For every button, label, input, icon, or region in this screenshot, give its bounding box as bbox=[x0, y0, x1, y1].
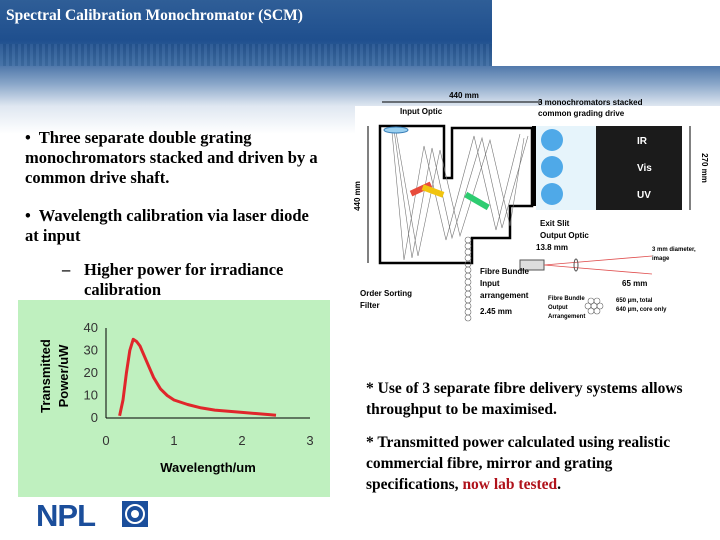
housing-divider bbox=[532, 126, 536, 206]
input-optic-label: Input Optic bbox=[400, 107, 443, 116]
beam-note-1: 3 mm diameter, bbox=[652, 247, 696, 253]
sub-bullet-text: Higher power for irradiance calibration bbox=[84, 260, 284, 299]
y-tick-label: 20 bbox=[83, 365, 98, 380]
vis-lamp-icon bbox=[541, 156, 563, 178]
dim-13-8-label: 13.8 mm bbox=[536, 243, 569, 252]
x-tick-label: 2 bbox=[238, 433, 246, 448]
note-transmitted-power bbox=[366, 432, 696, 495]
note2-text: * Transmitted power calculated using realistic commercial fibre, mirror and grating specifications, bbox=[366, 434, 671, 493]
crest-center bbox=[131, 510, 139, 518]
fibre-bundle-label: Fibre Bundle bbox=[480, 267, 529, 276]
uv-label: UV bbox=[637, 190, 651, 201]
uv-lamp-icon bbox=[541, 183, 563, 205]
ir-label: IR bbox=[637, 136, 647, 147]
output-beam bbox=[520, 256, 652, 274]
bullet-text: Wavelength calibration via laser diode at input bbox=[25, 206, 309, 245]
y-tick-label: 10 bbox=[83, 387, 98, 403]
logo-text: NPL bbox=[36, 498, 95, 531]
sub-bullet-marker: – bbox=[62, 260, 71, 279]
x-axis-label: Wavelength/um bbox=[160, 460, 256, 475]
dim-2-45-label: 2.45 mm bbox=[480, 307, 513, 316]
y-tick-label: 30 bbox=[83, 342, 98, 358]
bullet-monochromators bbox=[25, 128, 325, 188]
sub-bullet-higher-power bbox=[62, 260, 332, 300]
stack-note-1: 3 monochromators stacked bbox=[538, 98, 643, 107]
spec-label-1: 650 µm, total bbox=[616, 298, 653, 304]
dim-top-label: 440 mm bbox=[449, 91, 479, 100]
ir-lamp-icon bbox=[541, 129, 563, 151]
y-tick-label: 0 bbox=[90, 410, 98, 425]
y-axis-label-line1: Transmitted bbox=[38, 339, 53, 413]
note2-end: . bbox=[557, 476, 562, 493]
input-label: Input bbox=[480, 279, 500, 288]
x-tick-label: 1 bbox=[170, 433, 178, 448]
fbo-label-1: Fibre Bundle bbox=[548, 296, 585, 302]
output-optic-label: Output Optic bbox=[540, 231, 589, 240]
bullet-marker: • bbox=[25, 206, 31, 225]
slide-title: Spectral Calibration Monochromator (SCM) bbox=[6, 7, 303, 24]
fbo-label-3: Arrangement bbox=[548, 314, 586, 320]
scm-optical-diagram bbox=[352, 88, 718, 330]
chart-canvas bbox=[18, 300, 330, 497]
x-tick-label: 3 bbox=[306, 433, 314, 448]
bullet-marker: • bbox=[25, 128, 31, 147]
bullet-wavelength-calibration bbox=[25, 206, 325, 246]
transmitted-power-chart bbox=[18, 300, 330, 497]
filter-label: Filter bbox=[360, 301, 380, 310]
vis-label: Vis bbox=[637, 163, 652, 174]
series-line bbox=[120, 339, 276, 416]
dim-left-label: 440 mm bbox=[353, 181, 362, 211]
fbo-label-2: Output bbox=[548, 305, 568, 311]
note2-highlight: now lab tested bbox=[462, 476, 558, 493]
dim-65-label: 65 mm bbox=[622, 279, 648, 288]
bullet-text: Three separate double grating monochromators stacked and driven by a common drive shaft. bbox=[25, 128, 318, 187]
npl-logo bbox=[36, 497, 156, 531]
fibre-hex-bundle-icon bbox=[585, 298, 603, 314]
spec-label-2: 640 µm, core only bbox=[616, 307, 667, 313]
dim-right-label: 270 mm bbox=[700, 153, 709, 183]
arrangement-label: arrangement bbox=[480, 291, 529, 300]
exit-slit-label: Exit Slit bbox=[540, 219, 570, 228]
y-tick-label: 40 bbox=[83, 320, 98, 335]
order-sorting-label: Order Sorting bbox=[360, 289, 413, 298]
note-fibre-delivery: * Use of 3 separate fibre delivery systems allows throughput to be maximised. bbox=[366, 380, 683, 418]
y-axis-label-line2: Power/uW bbox=[56, 344, 71, 408]
beam-note-2: image bbox=[652, 256, 670, 262]
input-optic-mirror bbox=[384, 127, 408, 133]
x-tick-label: 0 bbox=[102, 433, 110, 448]
stack-note-2: common grading drive bbox=[538, 109, 625, 118]
